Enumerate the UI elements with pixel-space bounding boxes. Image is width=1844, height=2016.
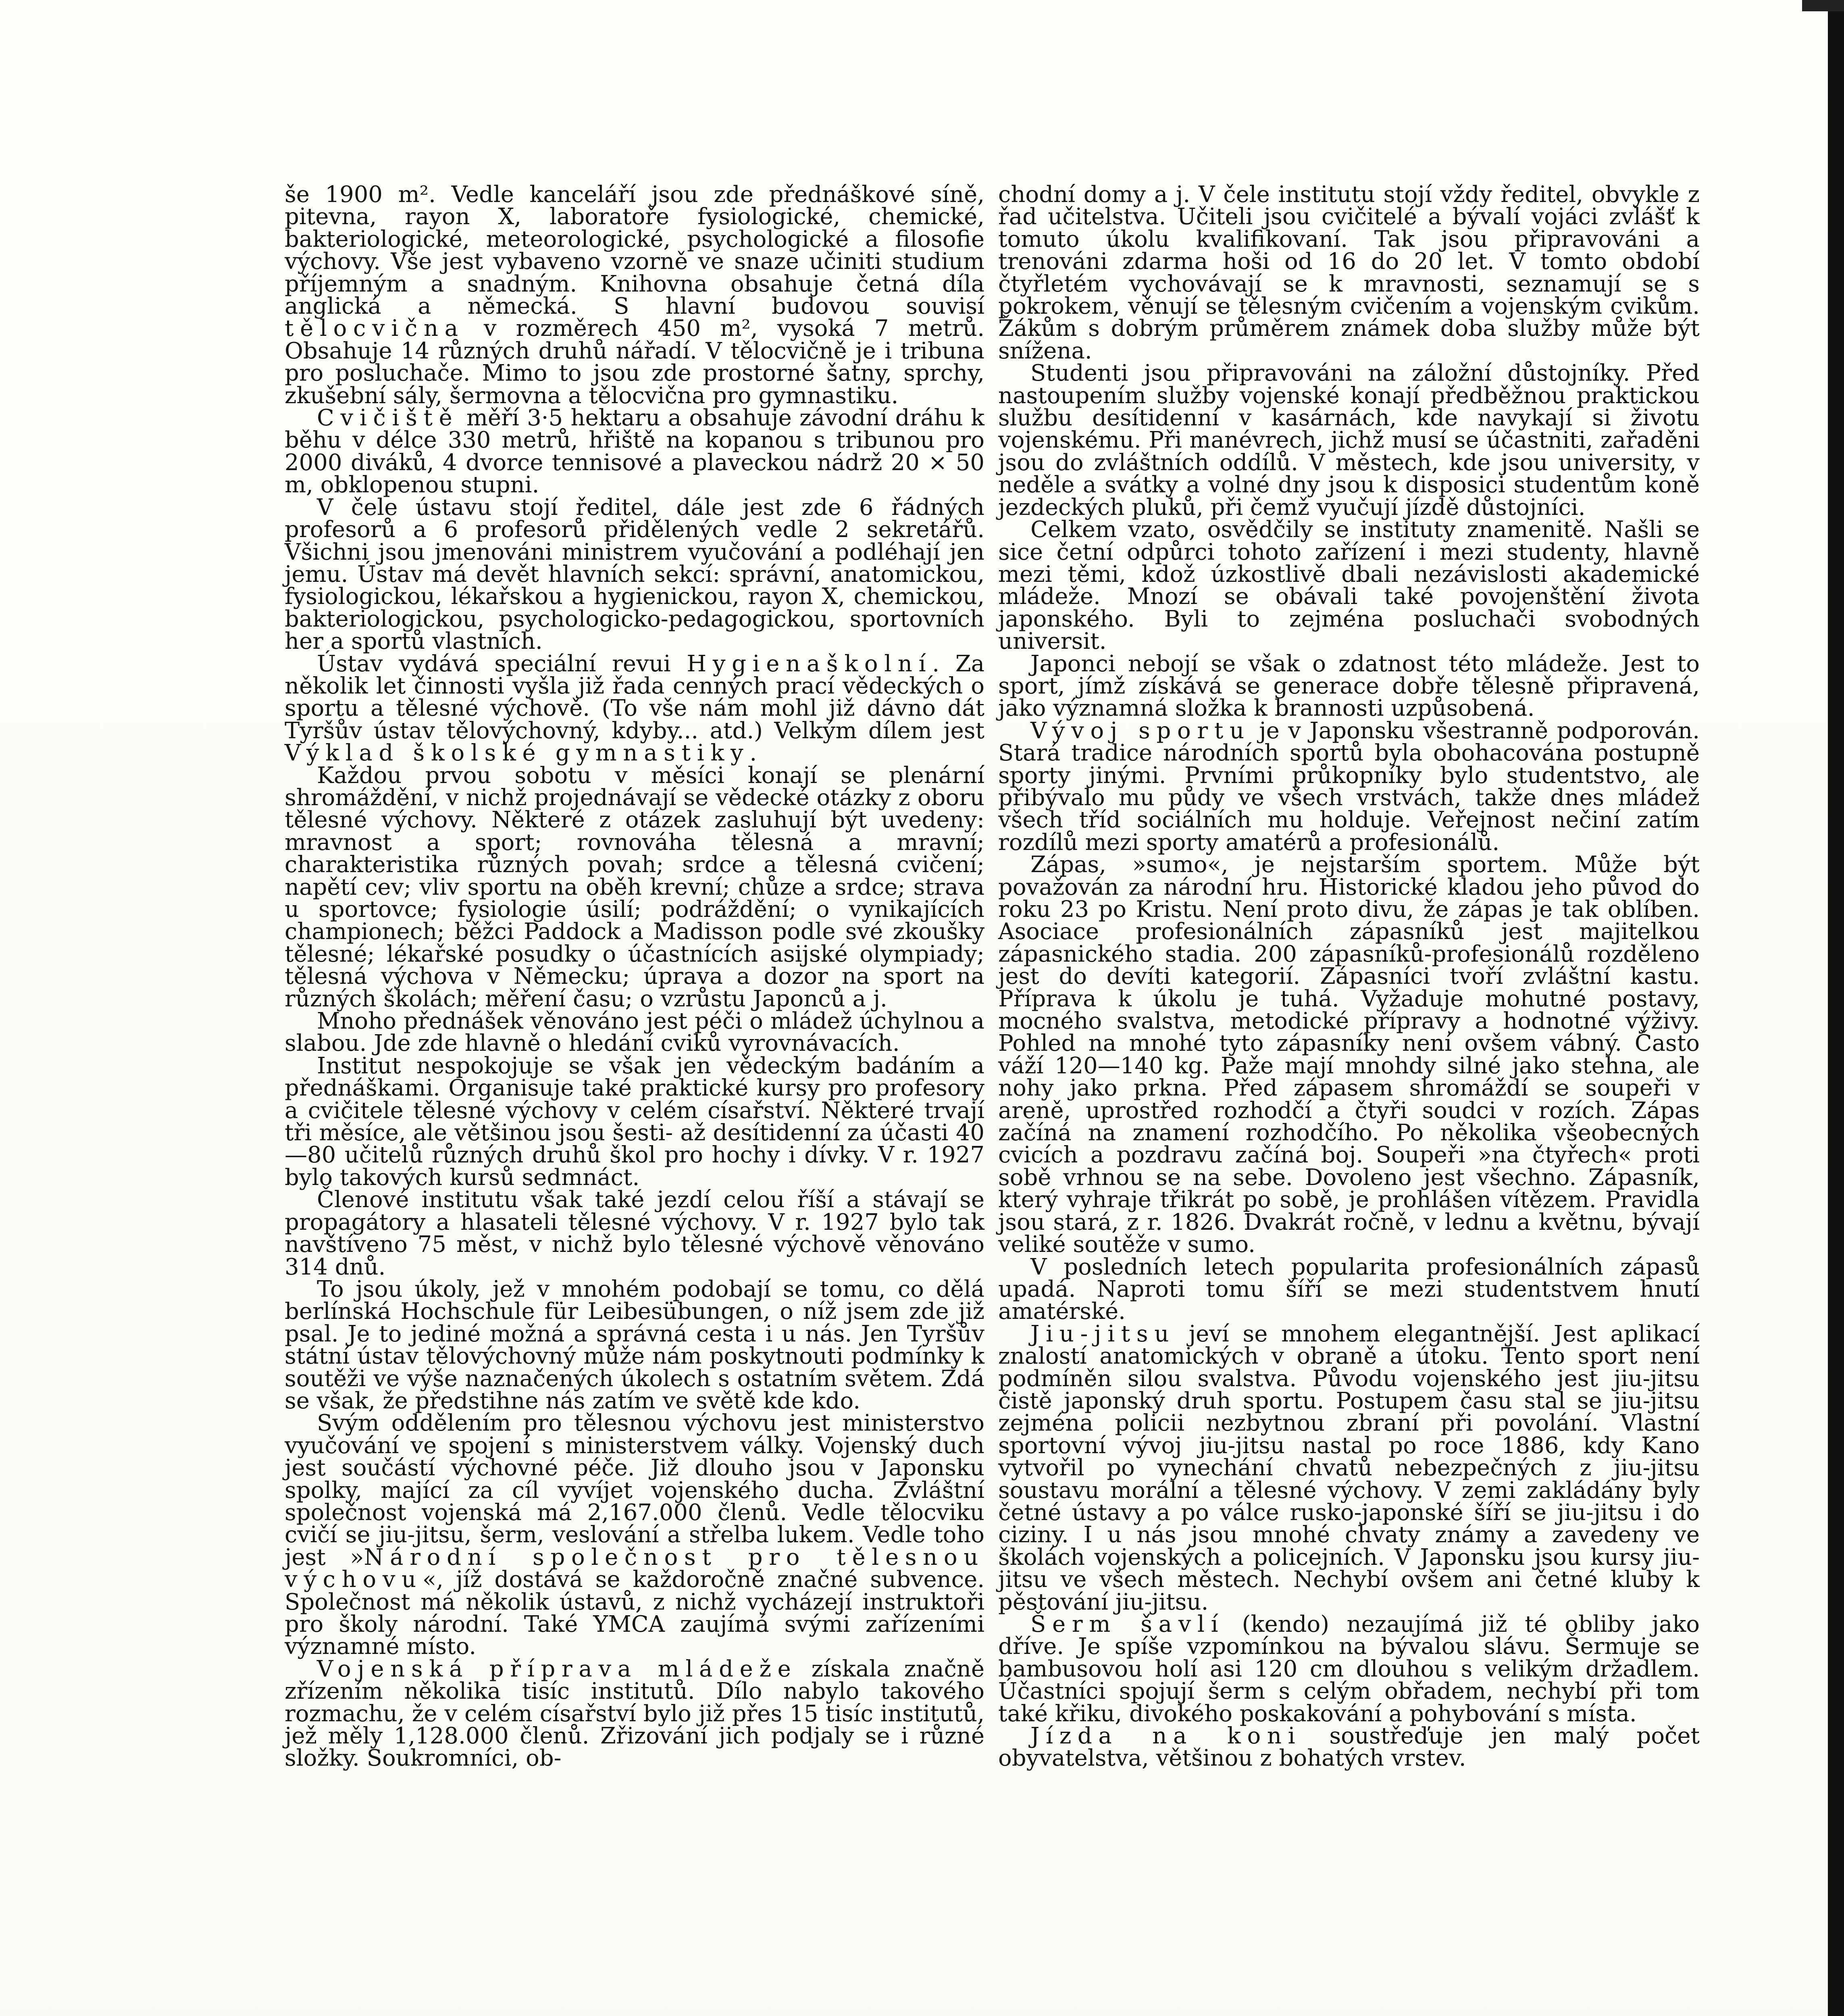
paragraph: Ústav vydává speciální revui Hygienaškolní. Za několik let činnosti vyšla již řada cenných prací vědeckých o sportu a tělesné výchově. (To vše nám mohl již dávno dát Tyršův ústav tělovýchovný, kdyby... atd.) Velkým dílem jest Výklad školské gymnastiky. bbox=[285, 650, 984, 766]
paragraph: Vývoj sportu je v Japonsku všestranně podporován. Stará tradice národních sportů byla obohacována postupně sporty jinými. Prvními průkopníky bylo studentstvo, ale přibývalo mu půdy ve všech vrstvách, takže dnes mládež všech tříd sociálních mu holduje. Veřejnost nečiní zatím rozdílů mezi sporty amatérů a profesionálů. bbox=[998, 717, 1700, 856]
paragraph: V čele ústavu stojí ředitel, dále jest zde 6 řádných profesorů a 6 profesorů přidělených vedle 2 sekretářů. Všichni jsou jmenováni ministrem vyučování a podléhají jen jemu. Ústav má devět hlavních sekcí: správní, anatomickou, fysiologickou, lékařskou a hygienickou, rayon X, chemickou, bakteriologickou, psychologicko-pedagogickou, sportovních her a sportů vlastních. bbox=[285, 494, 984, 655]
paragraph: Zápas, »sumo«, je nejstarším sportem. Může být považován za národní hru. Historické kladou jeho původ do roku 23 po Kristu. Není proto divu, že zápas je tak oblíben. Asociace profesionálních zápasníků jest majitelkou zápasnického stadia. 200 zápasníků-profesionálů rozděleno jest do devíti kategorií. Zápasníci tvoří zvláštní kastu. Příprava k úkolu je tuhá. Vyžaduje mohutné postavy, mocného svalstva, metodické přípravy a hodnotné výživy. Pohled na mnohé tyto zápasníky není ovšem vábný. Často váží 120—140 kg. Paže mají mnohdy silné jako stehna, ale nohy jako prkna. Před zápasem shromáždí se soupeři v areně, uprostřed rozhodčí a čtyři soudci v rozích. Zápas začíná na znamení rozhodčího. Po několika všeobecných cvicích a pozdravu začíná boj. Soupeři »na čtyřech« proti sobě vrhnou se na sebe. Dovoleno jest všechno. Zápasník, který vyhraje třikrát po sobě, je prohlášen vítězem. Pravidla jsou stará, z r. 1826. Dvakrát ročně, v lednu a květnu, bývají veliké soutěže v sumo. bbox=[998, 852, 1700, 1258]
scan-corner bbox=[1802, 0, 1844, 11]
paragraph: Cvičiště měří 3·5 hektaru a obsahuje závodní dráhu k běhu v délce 330 metrů, hřiště na kopanou s tribunou pro 2000 diváků, 4 dvorce tennisové a plaveckou nádrž 20 × 50 m, obklopenou stupni. bbox=[285, 405, 984, 498]
paragraph: To jsou úkoly, jež v mnohém podobají se tomu, co dělá berlínská Hochschule für Leibesübungen, o níž jsem zde již psal. Je to jediné možná a správná cesta i u nás. Jen Tyršův státní ústav tělovýchovný může nám poskytnouti podmínky k soutěži ve výše naznačených úkolech s ostatním světem. Zdá se však, že předstihne nás zatím ve světě kde kdo. bbox=[285, 1276, 984, 1414]
paragraph: V posledních letech popularita profesionálních zápasů upadá. Naproti tomu šíří se mezi studentstvem hnutí amatérské. bbox=[998, 1254, 1700, 1325]
paragraph: Japonci nebojí se však o zdatnost této mládeže. Jest to sport, jímž získává se generace dobře tělesně připravená, jako významná složka k brannosti uzpůsobená. bbox=[998, 650, 1700, 722]
paragraph: Každou prvou sobotu v měsíci konají se plenární shromáždění, v nichž projednávají se vědecké otázky z oboru tělesné výchovy. Některé z otázek zasluhují být uvedeny: mravnost a sport; rovnováha tělesná a mravní; charakteristika různých povah; srdce a tělesná cvičení; napětí cev; vliv sportu na oběh krevní; chůze a srdce; strava u sportovce; fysiologie úsilí; podráždění; o vynikajících championech; běžci Paddock a Madisson podle své zkoušky tělesné; lékařské posudky o účastnících asijské olympiady; tělesná výchova v Německu; úprava a dozor na sport na různých školách; měření času; o vzrůstu Japonců a j. bbox=[285, 762, 984, 1012]
paragraph: Vojenská příprava mládeže získala značně zřízením několika tisíc institutů. Dílo nabylo takového rozmachu, že v celém císařství bylo již přes 15 tisíc institutů, jež měly 1,128.000 členů. Zřizování jich podjaly se i různé složky. Soukromníci, ob- bbox=[285, 1656, 984, 1772]
paragraph: Šerm šavlí (kendo) nezaujímá již té obliby jako dříve. Je spíše vzpomínkou na bývalou slávu. Šermuje se bambusovou holí asi 120 cm dlouhou s velikým držadlem. Účastníci spojují šerm s celým obřadem, nechybí při tom také křiku, divokého poskakování a pohybování s místa. bbox=[998, 1611, 1700, 1727]
paragraph: Institut nespokojuje se však jen vědeckým badáním a přednáškami. Organisuje také praktické kursy pro profesory a cvičitele tělesné výchovy v celém císařství. Některé trvají tři měsíce, ale většinou jsou šesti- až desítidenní za účasti 40—80 učitelů různých druhů škol pro hochy i dívky. V r. 1927 bylo takových kursů sedmnáct. bbox=[285, 1052, 984, 1191]
right-text-column bbox=[998, 183, 1700, 1770]
paragraph: chodní domy a j. V čele institutu stojí vždy ředitel, obvykle z řad učitelstva. Učiteli jsou cvičitelé a bývalí vojáci zvlášť k tomuto úkolu kvalifikovaní. Tak jsou připravováni a trenováni zdarma hoši od 16 do 20 let. V tomto období čtyřletém vychovávají se k mravnosti, seznamují se s pokrokem, věnují se tělesným cvičením a vojenským cvikům. Žákům s dobrým průměrem známek doba služby může být snížena. bbox=[998, 181, 1700, 364]
paragraph: Členové institutu však také jezdí celou říší a stávají se propagátory a hlasateli tělesné výchovy. V r. 1927 bylo tak navštíveno 75 měst, v nichž bylo tělesné výchově věnováno 314 dnů. bbox=[285, 1187, 984, 1280]
left-text-column bbox=[285, 183, 984, 1770]
paragraph: Jízda na koni soustřeďuje jen malý počet obyvatelstva, většinou z bohatých vrstev. bbox=[998, 1723, 1700, 1772]
paragraph: Celkem vzato, osvědčily se instituty znamenitě. Našli se sice četní odpůrci tohoto zařízení i mezi studenty, hlavně mezi těmi, kdož úzkostlivě dbali nezávislosti akademické mládeže. Mnozí se obávali také povojenštění života japonského. Byli to zejména posluchači svobodných universit. bbox=[998, 516, 1700, 655]
paragraph: Svým oddělením pro tělesnou výchovu jest ministerstvo vyučování ve spojení s ministerstvem války. Vojenský duch jest součástí výchovné péče. Již dlouho jsou v Japonsku spolky, mající za cíl vyvíjet vojenského ducha. Zvláštní společnost vojenská má 2,167.000 členů. Vedle tělocviku cvičí se jiu-jitsu, šerm, veslování a střelba lukem. Vedle toho jest »Národní společnost pro tělesnou výchovu«, jíž dostává se každoročně značné subvence. Společnost má několik ústavů, z nichž vycházejí instruktoři pro školy národní. Také YMCA zaujímá svými zařízeními významné místo. bbox=[285, 1410, 985, 1660]
paragraph: Mnoho přednášek věnováno jest péči o mládež úchylnou a slabou. Jde zde hlavně o hledání cviků vyrovnávacích. bbox=[285, 1008, 984, 1057]
paragraph: Studenti jsou připravováni na záložní důstojníky. Před nastoupením služby vojenské konají předběžnou praktickou službu desítidenní v kasárnách, kde navykají si životu vojenskému. Při manévrech, jichž musí se účastniti, zařaděni jsou do zvláštních oddílů. V městech, kde jsou university, v neděle a svátky a volné dny jsou k disposici studentům koně jezdeckých pluků, při čemž vyučují jízdě důstojníci. bbox=[998, 360, 1700, 521]
scan-edge bbox=[1828, 0, 1844, 2016]
paragraph: še 1900 m². Vedle kanceláří jsou zde přednáškové síně, pitevna, rayon X, laboratoře fysiologické, chemické, bakteriologické, meteorologické, psychologické a filosofie výchovy. Vše jest vybaveno vzorně ve snaze učiniti studium příjemným a snadným. Knihovna obsahuje četná díla anglická a německá. S hlavní budovou souvisí tělocvična v rozměrech 450 m², vysoká 7 metrů. Obsahuje 14 různých druhů nářadí. V tělocvičně je i tribuna pro posluchače. Mimo to jsou zde prostorné šatny, sprchy, zkušební sály, šermovna a tělocvična pro gymnastiku. bbox=[285, 181, 984, 409]
paragraph: Jiu-jitsu jeví se mnohem elegantnější. Jest aplikací znalostí anatomických v obraně a útoku. Tento sport není podmíněn silou svalstva. Původu vojenského jest jiu-jitsu čistě japonský druh sportu. Postupem času stal se jiu-jitsu zejména policii nezbytnou zbraní při povolání. Vlastní sportovní vývoj jiu-jitsu nastal po roce 1886, kdy Kano vytvořil po vynechání chvatů nebezpečných z jiu-jitsu soustavu morální a tělesné výchovy. V zemi zakládány byly četné ústavy a po válce rusko-japonské šíří se jiu-jitsu i do ciziny. I u nás jsou mnohé chvaty známy a zavedeny ve školách vojenských a policejních. V Japonsku jsou kursy jiu-jitsu ve všech městech. Nechybí ovšem ani četné kluby k pěstování jiu-jitsu. bbox=[998, 1320, 1700, 1615]
